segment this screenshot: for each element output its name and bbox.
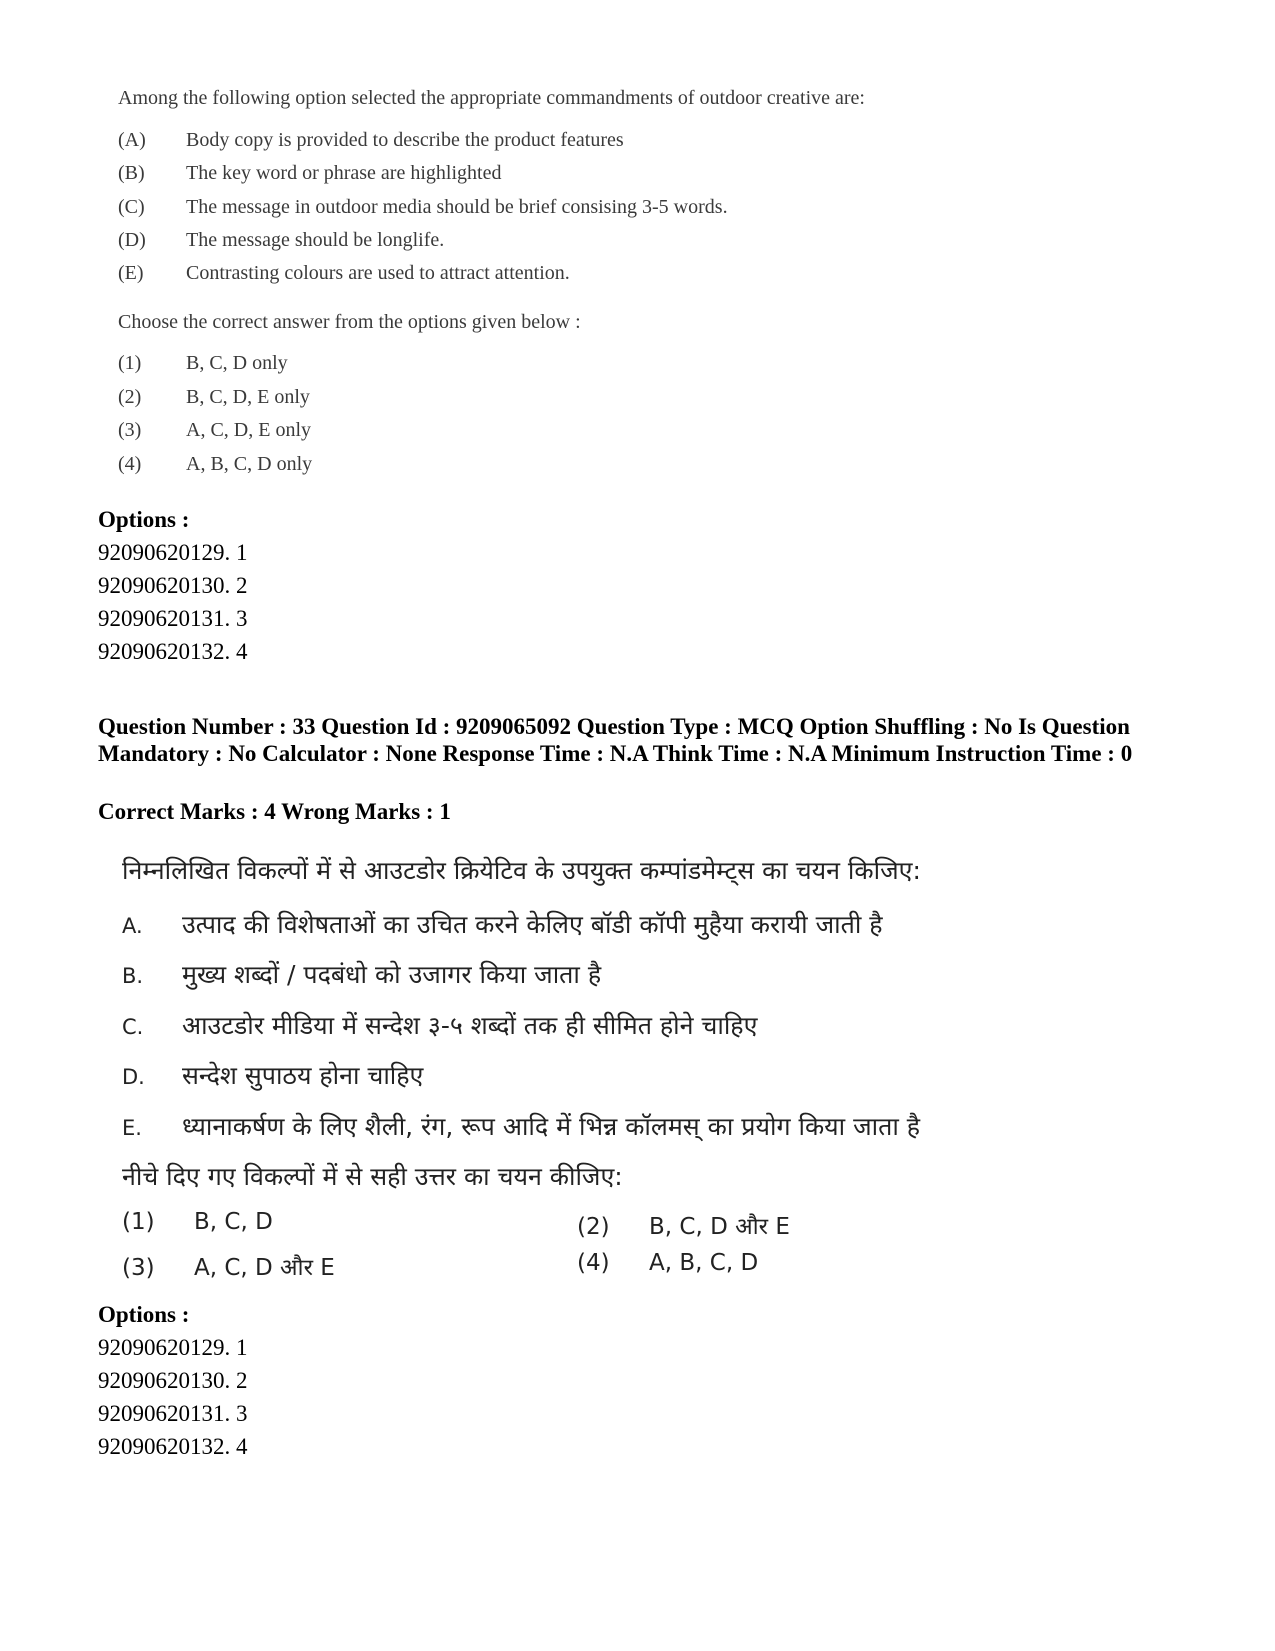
choose-instruction-hi: नीचे दिए गए विकल्पों में से सही उत्तर का चयन कीजिए: [122, 1162, 623, 1191]
options-heading: Options : [98, 507, 190, 532]
statement-b-hi: B. मुख्य शब्दों / पदबंधो को उजागर किया जाता है [122, 960, 602, 989]
statement-c-en: (C) The message in outdoor media should be brief consising 3-5 words. [118, 196, 728, 218]
option-item: 92090620132. 4 [98, 1434, 248, 1459]
answer-4-en: (4) A, B, C, D only [118, 453, 313, 475]
option-item: 92090620129. 1 [98, 540, 248, 565]
answer-2-en: (2) B, C, D, E only [118, 386, 310, 408]
option-item: 92090620131. 3 [98, 1401, 248, 1426]
choose-instruction-en: Choose the correct answer from the options given below : [118, 311, 581, 333]
answer-3-hi: (3) A, C, D और E [122, 1255, 335, 1281]
statement-a-en: (A) Body copy is provided to describe the product features [118, 129, 624, 151]
option-item: 92090620129. 1 [98, 1335, 248, 1360]
question-stem-en: Among the following option selected the appropriate commandments of outdoor creative are: [118, 87, 865, 109]
answer-2-hi: (2) B, C, D और E [577, 1214, 790, 1240]
answer-1-hi: (1) B, C, D [122, 1209, 273, 1235]
statement-b-en: (B) The key word or phrase are highlighted [118, 162, 502, 184]
option-item: 92090620131. 3 [98, 606, 248, 631]
statement-e-hi: E. ध्यानाकर्षण के लिए शैली, रंग, रूप आदि में भिन्न कॉलमस् का प्रयोग किया जाता है [122, 1112, 921, 1141]
statement-d-en: (D) The message should be longlife. [118, 229, 445, 251]
statement-d-hi: D. सन्देश सुपाठय होना चाहिए [122, 1061, 424, 1090]
statement-e-en: (E) Contrasting colours are used to attract attention. [118, 262, 570, 284]
answer-4-hi: (4) A, B, C, D [577, 1250, 759, 1276]
option-item: 92090620130. 2 [98, 573, 248, 598]
question-meta: Question Number : 33 Question Id : 9209065092 Question Type : MCQ Option Shuffling : No Is Question Mandatory : No Calculator : None Response Time : N.A Think Time : N.A Minimum Instruction Time : 0 [98, 714, 1133, 766]
option-item: 92090620132. 4 [98, 639, 248, 664]
options-heading: Options : [98, 1302, 190, 1327]
statement-c-hi: C. आउटडोर मीडिया में सन्देश ३-५ शब्दों तक ही सीमित होने चाहिए [122, 1011, 758, 1040]
question-stem-hi: निम्नलिखित विकल्पों में से आउटडोर क्रियेटिव के उपयुक्त कम्पांडमेम्ट्स का चयन किजिए: [122, 856, 921, 885]
answer-1-en: (1) B, C, D only [118, 352, 288, 374]
marks-info: Correct Marks : 4 Wrong Marks : 1 [98, 799, 451, 824]
statement-a-hi: A. उत्पाद की विशेषताओं का उचित करने केलिए बॉडी कॉपी मुहैया करायी जाती है [122, 910, 883, 939]
answer-3-en: (3) A, C, D, E only [118, 419, 311, 441]
option-item: 92090620130. 2 [98, 1368, 248, 1393]
